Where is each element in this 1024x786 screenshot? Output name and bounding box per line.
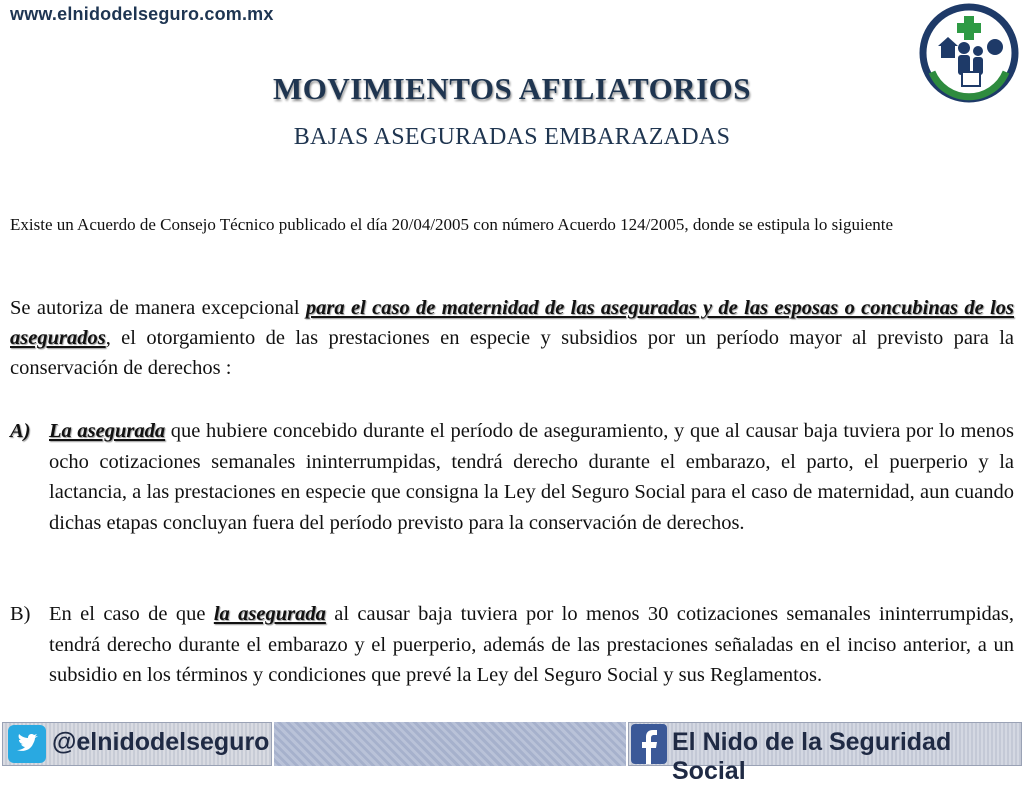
- slide-title: MOVIMIENTOS AFILIATORIOS: [273, 71, 751, 106]
- item-text-start: En el caso de que: [49, 603, 214, 625]
- twitter-handle[interactable]: @elnidodelseguro: [52, 728, 270, 756]
- facebook-icon[interactable]: [631, 724, 667, 764]
- main-paragraph: [10, 293, 1014, 383]
- paragraph-text: Se autoriza de manera excepcional: [10, 297, 306, 319]
- item-text: que hubiere concebido durante el período de aseguramiento, y que al causar baja tuviera por lo menos ocho cotizaciones semanales ininterrumpidas, tendrá derecho durante el embarazo, el parto, el puerperio y la lactancia, a las prestaciones en especie que consigna la Ley del Seguro Social para el caso de maternidad, aun cuando dichas etapas concluyan fuera del período previsto para la conservación de derechos.: [49, 420, 1014, 534]
- item-emphasis: la asegurada: [213, 603, 326, 625]
- item-marker: B): [10, 603, 31, 625]
- item-emphasis: La asegurada: [49, 420, 166, 442]
- paragraph-text-end: , el otorgamiento de las prestaciones en especie y subsidios por un período mayor al previsto para la conservación de derechos :: [10, 327, 1014, 379]
- list-item-b: [10, 599, 1014, 691]
- item-body: [49, 416, 1014, 538]
- paragraph-emphasis: para el caso de maternidad de las aseguradas y de las esposas o concubinas de los asegurados: [10, 297, 1014, 349]
- item-text: al causar baja tuviera por lo menos 30 cotizaciones semanales ininterrumpidas, tendrá derecho durante el embarazo y el puerperio, además de las prestaciones señaladas en el inciso anterior, a un subsidio en los términos y condiciones que prevé la Ley del Seguro Social y sus Reglamentos.: [49, 603, 1014, 686]
- item-body: [49, 599, 1014, 691]
- intro-text: Existe un Acuerdo de Consejo Técnico publicado el día 20/04/2005 con número Acuerdo 124/2005, donde se estipula lo siguiente: [10, 215, 894, 234]
- facebook-page-name[interactable]: El Nido de la Seguridad Social: [672, 728, 952, 785]
- slide-subtitle: BAJAS ASEGURADAS EMBARAZADAS: [293, 124, 731, 150]
- list-item-a: [10, 416, 1014, 538]
- twitter-icon[interactable]: [8, 725, 46, 763]
- footer-divider: [274, 722, 626, 766]
- item-marker: A): [10, 420, 31, 442]
- site-url[interactable]: www.elnidodelseguro.com.mx: [10, 4, 274, 24]
